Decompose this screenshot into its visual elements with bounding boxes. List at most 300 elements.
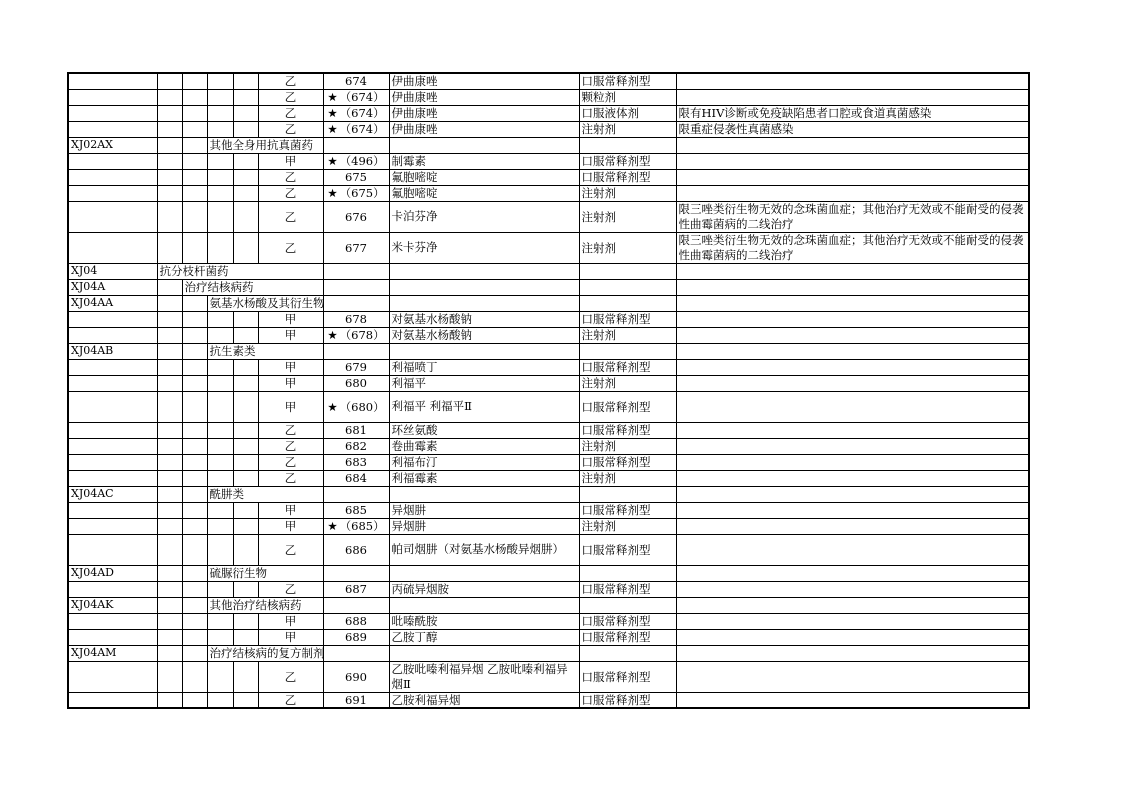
table-row [68, 89, 1029, 105]
table-row [68, 422, 1029, 438]
table-row [68, 391, 1029, 422]
table-row [68, 73, 1029, 89]
level-cell [207, 73, 233, 89]
number-cell [323, 645, 389, 661]
remark [676, 645, 1029, 661]
remark: 限重症侵袭性真菌感染 [676, 121, 1029, 137]
level-cell [233, 502, 258, 518]
table-row [68, 153, 1029, 169]
level-cell [233, 422, 258, 438]
drug-name: 利福霉素 [389, 470, 579, 486]
remark [676, 470, 1029, 486]
dosage-form: 注射剂 [579, 375, 676, 391]
table-row [68, 375, 1029, 391]
level-cell [182, 486, 207, 502]
level-cell [182, 692, 207, 708]
number-cell [323, 121, 389, 137]
number-cell [323, 169, 389, 185]
drug-number: 680 [345, 376, 367, 390]
remark [676, 153, 1029, 169]
drug-number: （496） [339, 154, 385, 168]
level-cell [233, 73, 258, 89]
category-name: 其他治疗结核病药 [207, 597, 323, 613]
dosage-form: 口服液体剂 [579, 105, 676, 121]
number-cell [323, 375, 389, 391]
code-cell [68, 201, 157, 232]
drug-name: 利福布汀 [389, 454, 579, 470]
code-cell [68, 422, 157, 438]
number-cell [323, 391, 389, 422]
code-cell: XJ04AD [68, 565, 157, 581]
grade-cell: 甲 [258, 502, 323, 518]
code-cell [68, 518, 157, 534]
code-cell [68, 121, 157, 137]
number-cell [323, 153, 389, 169]
code-cell [68, 470, 157, 486]
level-cell [182, 232, 207, 263]
drug-name: 制霉素 [389, 153, 579, 169]
level-cell [182, 121, 207, 137]
number-cell [323, 232, 389, 263]
table-row [68, 327, 1029, 343]
level-cell [233, 438, 258, 454]
level-cell [157, 279, 182, 295]
drug-number: 691 [345, 692, 367, 707]
table-row [68, 137, 1029, 153]
star-icon: ★ [327, 90, 338, 104]
drug-name [389, 279, 579, 295]
remark [676, 169, 1029, 185]
remark [676, 438, 1029, 454]
table-row [68, 534, 1029, 565]
level-cell [182, 105, 207, 121]
drug-number: 690 [345, 669, 367, 684]
dosage-form: 口服常释剂型 [579, 534, 676, 565]
level-cell [157, 311, 182, 327]
level-cell [157, 391, 182, 422]
dosage-form [579, 343, 676, 359]
remark [676, 279, 1029, 295]
table-row [68, 201, 1029, 232]
number-cell [323, 263, 389, 279]
drug-name: 环丝氨酸 [389, 422, 579, 438]
level-cell [207, 232, 233, 263]
dosage-form [579, 565, 676, 581]
grade-cell: 甲 [258, 153, 323, 169]
level-cell [233, 169, 258, 185]
drug-name: 伊曲康唑 [389, 105, 579, 121]
drug-name [389, 597, 579, 613]
dosage-form: 注射剂 [579, 470, 676, 486]
drug-number: 683 [345, 455, 367, 469]
dosage-form: 口服常释剂型 [579, 73, 676, 89]
dosage-form: 口服常释剂型 [579, 629, 676, 645]
dosage-form: 口服常释剂型 [579, 311, 676, 327]
drug-name: 利福平 [389, 375, 579, 391]
table-row [68, 661, 1029, 692]
drug-name: 米卡芬净 [389, 232, 579, 263]
level-cell [157, 422, 182, 438]
table-row [68, 454, 1029, 470]
drug-number: （675） [339, 186, 385, 200]
remark [676, 597, 1029, 613]
remark [676, 89, 1029, 105]
drug-name: 丙硫异烟胺 [389, 581, 579, 597]
drug-number: 684 [345, 471, 367, 485]
grade-cell: 乙 [258, 534, 323, 565]
level-cell [207, 613, 233, 629]
grade-cell: 乙 [258, 121, 323, 137]
star-icon: ★ [327, 106, 338, 120]
dosage-form: 口服常释剂型 [579, 359, 676, 375]
level-cell [182, 359, 207, 375]
level-cell [157, 581, 182, 597]
level-cell [182, 613, 207, 629]
dosage-form: 口服常释剂型 [579, 581, 676, 597]
code-cell [68, 169, 157, 185]
remark [676, 375, 1029, 391]
dosage-form: 注射剂 [579, 438, 676, 454]
level-cell [182, 73, 207, 89]
category-name: 治疗结核病的复方制剂 [207, 645, 323, 661]
dosage-form [579, 295, 676, 311]
grade-cell: 甲 [258, 629, 323, 645]
code-cell [68, 311, 157, 327]
dosage-form: 口服常释剂型 [579, 502, 676, 518]
level-cell [157, 486, 182, 502]
drug-name: 伊曲康唑 [389, 121, 579, 137]
drug-name: 对氨基水杨酸钠 [389, 327, 579, 343]
drug-name: 对氨基水杨酸钠 [389, 311, 579, 327]
dosage-form: 口服常释剂型 [579, 661, 676, 692]
star-icon: ★ [327, 186, 338, 200]
level-cell [157, 518, 182, 534]
dosage-form: 颗粒剂 [579, 89, 676, 105]
code-cell [68, 502, 157, 518]
drug-name [389, 263, 579, 279]
code-cell: XJ04AM [68, 645, 157, 661]
level-cell [182, 295, 207, 311]
grade-cell: 乙 [258, 201, 323, 232]
drug-number: （674） [339, 90, 385, 104]
table-row [68, 470, 1029, 486]
drug-number: （674） [339, 122, 385, 136]
level-cell [233, 121, 258, 137]
level-cell [233, 327, 258, 343]
table-row [68, 629, 1029, 645]
level-cell [182, 502, 207, 518]
table-row [68, 185, 1029, 201]
drug-number: 676 [345, 209, 367, 224]
number-cell [323, 470, 389, 486]
level-cell [233, 629, 258, 645]
drug-number: 682 [345, 439, 367, 453]
remark [676, 613, 1029, 629]
level-cell [207, 375, 233, 391]
level-cell [207, 454, 233, 470]
dosage-form [579, 645, 676, 661]
code-cell [68, 327, 157, 343]
level-cell [157, 375, 182, 391]
code-cell: XJ04A [68, 279, 157, 295]
remark [676, 454, 1029, 470]
level-cell [182, 137, 207, 153]
level-cell [233, 311, 258, 327]
number-cell [323, 581, 389, 597]
level-cell [207, 327, 233, 343]
level-cell [207, 185, 233, 201]
level-cell [157, 470, 182, 486]
level-cell [157, 232, 182, 263]
level-cell [233, 105, 258, 121]
drug-name [389, 295, 579, 311]
drug-list-table [67, 72, 1030, 709]
drug-number: （680） [339, 399, 385, 414]
drug-number: （685） [339, 519, 385, 533]
level-cell [182, 327, 207, 343]
drug-name [389, 565, 579, 581]
code-cell [68, 692, 157, 708]
number-cell [323, 692, 389, 708]
level-cell [233, 185, 258, 201]
table-row [68, 295, 1029, 311]
code-cell [68, 534, 157, 565]
star-icon: ★ [327, 399, 338, 414]
grade-cell: 乙 [258, 692, 323, 708]
level-cell [157, 105, 182, 121]
number-cell [323, 105, 389, 121]
grade-cell: 乙 [258, 232, 323, 263]
code-cell [68, 613, 157, 629]
remark [676, 185, 1029, 201]
drug-name [389, 486, 579, 502]
drug-number: （678） [339, 328, 385, 342]
drug-number: （674） [339, 106, 385, 120]
grade-cell: 甲 [258, 327, 323, 343]
drug-name: 氟胞嘧啶 [389, 185, 579, 201]
level-cell [207, 629, 233, 645]
level-cell [182, 470, 207, 486]
number-cell [323, 518, 389, 534]
level-cell [207, 169, 233, 185]
table-row [68, 105, 1029, 121]
dosage-form: 口服常释剂型 [579, 153, 676, 169]
dosage-form: 注射剂 [579, 232, 676, 263]
code-cell [68, 105, 157, 121]
table-row [68, 169, 1029, 185]
category-name: 抗分枝杆菌药 [157, 263, 323, 279]
drug-number: 677 [345, 240, 367, 255]
dosage-form: 注射剂 [579, 121, 676, 137]
number-cell [323, 89, 389, 105]
number-cell [323, 502, 389, 518]
remark [676, 565, 1029, 581]
level-cell [233, 661, 258, 692]
table-row [68, 121, 1029, 137]
number-cell [323, 295, 389, 311]
number-cell [323, 137, 389, 153]
level-cell [233, 518, 258, 534]
grade-cell: 乙 [258, 661, 323, 692]
level-cell [157, 645, 182, 661]
dosage-form [579, 137, 676, 153]
remark [676, 581, 1029, 597]
level-cell [207, 534, 233, 565]
table-row [68, 565, 1029, 581]
star-icon: ★ [327, 154, 338, 168]
level-cell [182, 391, 207, 422]
level-cell [207, 153, 233, 169]
dosage-form: 注射剂 [579, 518, 676, 534]
number-cell [323, 359, 389, 375]
table-row [68, 263, 1029, 279]
dosage-form [579, 279, 676, 295]
number-cell [323, 343, 389, 359]
dosage-form: 口服常释剂型 [579, 169, 676, 185]
level-cell [207, 422, 233, 438]
number-cell [323, 438, 389, 454]
level-cell [207, 581, 233, 597]
dosage-form: 口服常释剂型 [579, 454, 676, 470]
dosage-form: 口服常释剂型 [579, 391, 676, 422]
level-cell [207, 89, 233, 105]
drug-name: 乙胺利福异烟 [389, 692, 579, 708]
remark [676, 661, 1029, 692]
remark [676, 73, 1029, 89]
level-cell [207, 201, 233, 232]
level-cell [182, 89, 207, 105]
remark [676, 486, 1029, 502]
table-row [68, 613, 1029, 629]
level-cell [207, 661, 233, 692]
level-cell [157, 343, 182, 359]
number-cell [323, 279, 389, 295]
table-row [68, 581, 1029, 597]
level-cell [182, 534, 207, 565]
level-cell [233, 454, 258, 470]
code-cell [68, 73, 157, 89]
grade-cell: 甲 [258, 311, 323, 327]
drug-name: 异烟肼 [389, 518, 579, 534]
grade-cell: 乙 [258, 438, 323, 454]
category-name: 治疗结核病药 [182, 279, 323, 295]
number-cell [323, 311, 389, 327]
level-cell [157, 629, 182, 645]
level-cell [233, 359, 258, 375]
number-cell [323, 422, 389, 438]
level-cell [233, 89, 258, 105]
drug-name [389, 645, 579, 661]
drug-number: 678 [345, 312, 367, 326]
level-cell [233, 153, 258, 169]
number-cell [323, 327, 389, 343]
code-cell [68, 153, 157, 169]
category-name: 抗生素类 [207, 343, 323, 359]
remark [676, 534, 1029, 565]
level-cell [207, 692, 233, 708]
level-cell [157, 692, 182, 708]
number-cell [323, 613, 389, 629]
number-cell [323, 73, 389, 89]
dosage-form: 口服常释剂型 [579, 422, 676, 438]
level-cell [182, 201, 207, 232]
code-cell [68, 232, 157, 263]
level-cell [207, 470, 233, 486]
code-cell [68, 375, 157, 391]
level-cell [182, 422, 207, 438]
code-cell [68, 454, 157, 470]
level-cell [233, 613, 258, 629]
level-cell [157, 201, 182, 232]
dosage-form: 注射剂 [579, 201, 676, 232]
level-cell [182, 375, 207, 391]
dosage-form: 注射剂 [579, 185, 676, 201]
level-cell [182, 343, 207, 359]
drug-name: 利福平 利福平Ⅱ [389, 391, 579, 422]
code-cell [68, 185, 157, 201]
level-cell [182, 629, 207, 645]
remark [676, 137, 1029, 153]
remark [676, 629, 1029, 645]
level-cell [207, 311, 233, 327]
category-name: 酰肼类 [207, 486, 323, 502]
level-cell [157, 438, 182, 454]
remark [676, 502, 1029, 518]
table-row [68, 645, 1029, 661]
level-cell [207, 121, 233, 137]
number-cell [323, 534, 389, 565]
grade-cell: 乙 [258, 422, 323, 438]
level-cell [157, 327, 182, 343]
level-cell [157, 89, 182, 105]
level-cell [157, 534, 182, 565]
code-cell: XJ04AB [68, 343, 157, 359]
level-cell [182, 169, 207, 185]
remark [676, 343, 1029, 359]
table-row [68, 486, 1029, 502]
drug-number: 686 [345, 542, 367, 557]
level-cell [233, 534, 258, 565]
table-row [68, 359, 1029, 375]
drug-name [389, 343, 579, 359]
level-cell [157, 121, 182, 137]
grade-cell: 甲 [258, 613, 323, 629]
code-cell [68, 581, 157, 597]
level-cell [182, 185, 207, 201]
drug-name: 吡嗪酰胺 [389, 613, 579, 629]
code-cell: XJ04AC [68, 486, 157, 502]
level-cell [207, 359, 233, 375]
drug-number: 688 [345, 614, 367, 628]
table-row [68, 692, 1029, 708]
star-icon: ★ [327, 122, 338, 136]
drug-number: 687 [345, 582, 367, 596]
table-row [68, 232, 1029, 263]
grade-cell: 乙 [258, 73, 323, 89]
level-cell [182, 311, 207, 327]
number-cell [323, 661, 389, 692]
level-cell [157, 153, 182, 169]
table-row [68, 343, 1029, 359]
code-cell: XJ02AX [68, 137, 157, 153]
level-cell [157, 185, 182, 201]
dosage-form: 口服常释剂型 [579, 692, 676, 708]
code-cell [68, 438, 157, 454]
drug-number: 681 [345, 423, 367, 437]
level-cell [182, 153, 207, 169]
drug-name: 伊曲康唑 [389, 89, 579, 105]
drug-name: 乙胺丁醇 [389, 629, 579, 645]
